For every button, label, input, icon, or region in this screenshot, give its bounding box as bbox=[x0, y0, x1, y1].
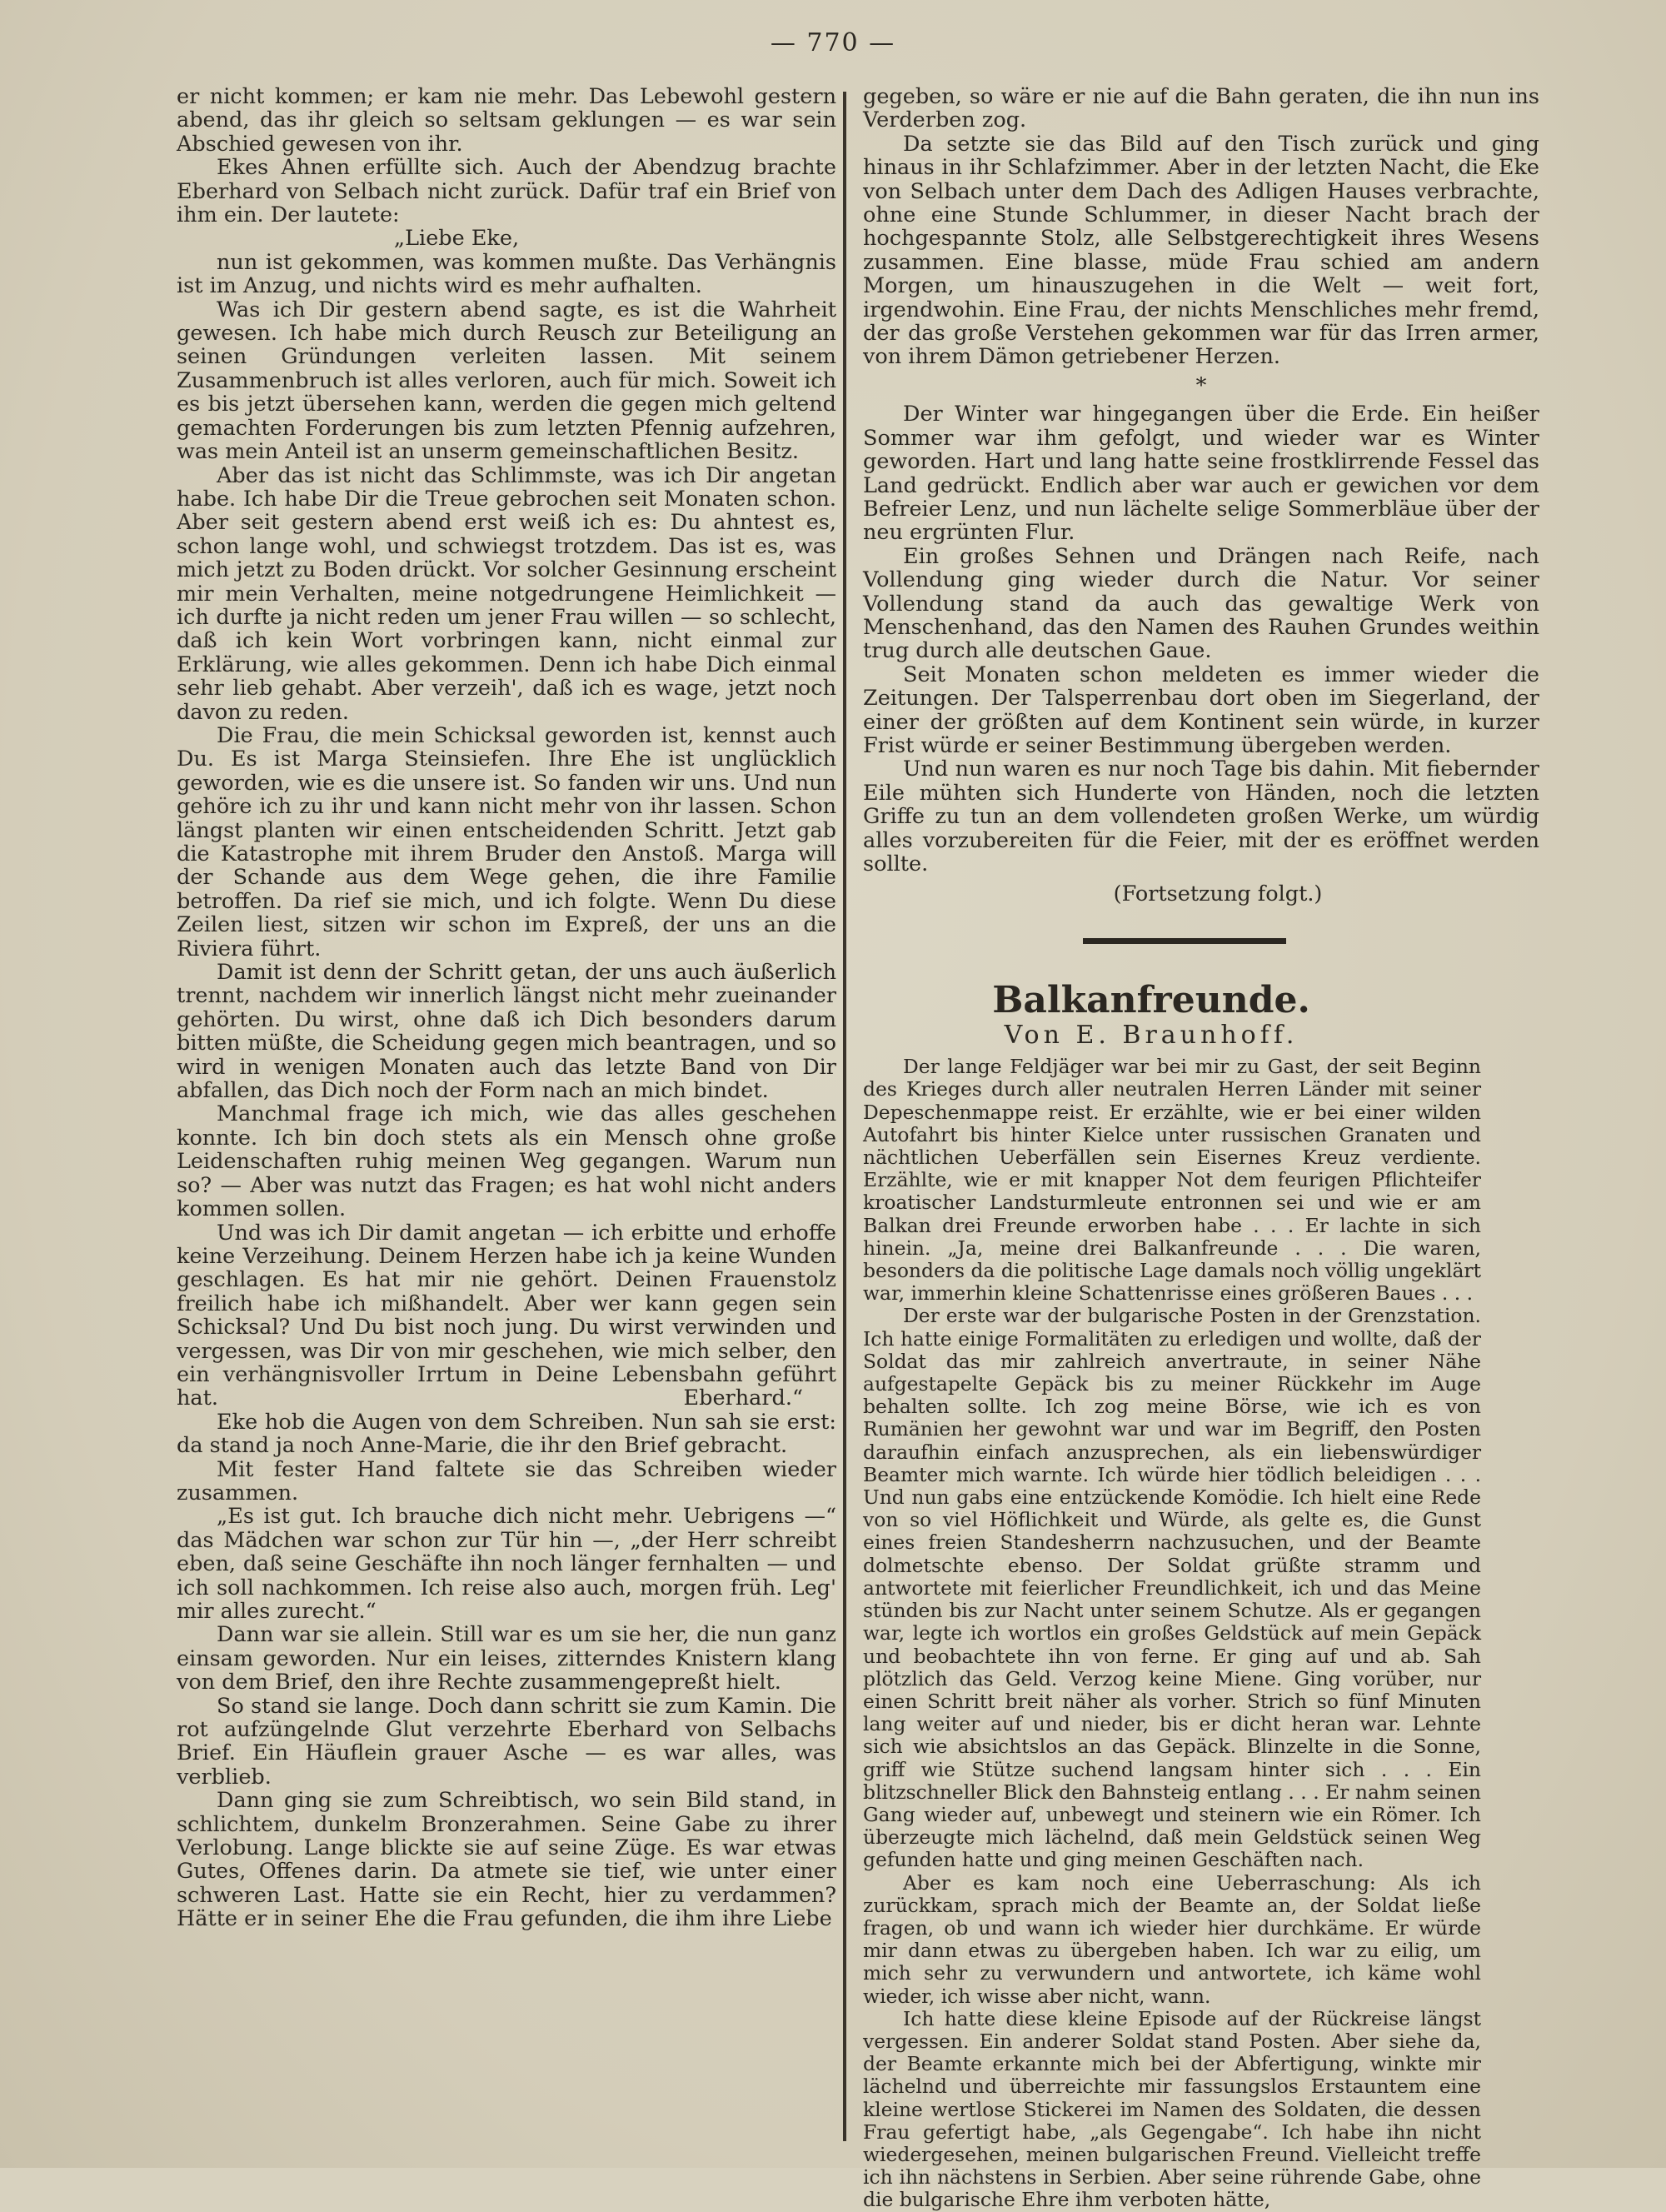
paragraph: So stand sie lange. Doch dann schritt sie zum Kamin. Die rot aufzüngelnde Glut verzehrte Eberhard von Selbachs Brief. Ein Häuflein grauer Asche — es war alles, was verblieb. bbox=[177, 1693, 836, 1790]
article-body bbox=[863, 1056, 1539, 2211]
section-rule bbox=[1083, 938, 1286, 944]
paragraph: Der erste war der bulgarische Posten in der Grenzstation. Ich hatte einige Formalitäten zu erledigen und wollte, daß der Soldat das mir zahlreich anvertraute, in seiner Nähe aufgestapelte Gepäck bis zu meiner Rückkehr im Auge behalten sollte. Ich zog meine Börse, wie ich es von Rumänien her gewohnt war und war im Begriff, den Posten daraufhin einfach anzusprechen, als ein liebenswürdiger Beamter mich warnte. Ich würde hier tödlich beleidigen . . . Und nun gabs eine entzückende Komödie. Ich hielt eine Rede von so viel Höflichkeit und Würde, als gelte es, die Gunst eines freien Standesherrn nachzusuchen, und der Beamte dolmetschte ebenso. Der Soldat grüßte stramm und antwortete mit feierlicher Freundlichkeit, ich und das Meine stünden bis zur Nacht unter seinem Schutze. Als er gegangen war, legte ich wortlos ein großes Geldstück auf mein Gepäck und beobachtete ihn von ferne. Er ging auf und ab. Sah plötzlich das Geld. Verzog keine Miene. Ging vorüber, nur einen Schritt breit näher als vorher. Strich so fünf Minuten lang weiter auf und nieder, bis er dicht heran war. Lehnte sich wie absichtslos an das Gepäck. Blinzelte in die Sonne, griff wie Stütze suchend langsam hinter sich . . . Ein blitzschneller Blick den Bahnsteig entlang . . . Er nahm seinen Gang wieder auf, unbewegt und steinern wie ein Römer. Ich überzeugte mich lächelnd, daß mein Geldstück seinen Weg gefunden hatte und ging meinen Geschäften nach. bbox=[863, 1304, 1481, 1872]
paragraph: nun ist gekommen, was kommen mußte. Das Verhängnis ist im Anzug, und nichts wird es mehr aufhalten. bbox=[177, 249, 836, 299]
paragraph-text: Und was ich Dir damit angetan — ich erbitte und erhoffe keine Verzeihung. Deinem Herzen habe ich ja keine Wunden geschlagen. Es hat mir nie gehört. Deinen Frauenstolz freilich habe ich mißhandelt. Aber wer kann gegen sein Schicksal? Und Du bist noch jung. Du wirst verwinden und vergessen, was Dir von mir geschehen, wie mich selber, den ein verhängnisvoller Irrtum in Deine Lebensbahn geführt hat. bbox=[177, 1220, 836, 1411]
article-title: Balkanfreunde. bbox=[992, 978, 1310, 1021]
section-break-asterisk: * bbox=[1195, 372, 1207, 398]
paragraph: er nicht kommen; er kam nie mehr. Das Lebewohl gestern abend, das ihr gleich so seltsam geklungen — es war sein Abschied gewesen von ihr. bbox=[177, 84, 836, 157]
paragraph: gegeben, so wäre er nie auf die Bahn geraten, die ihn nun ins Verderben zog. bbox=[863, 84, 1539, 133]
paragraph: Der lange Feldjäger war bei mir zu Gast, der seit Beginn des Krieges durch aller neutralen Herren Länder mit seiner Depeschenmappe reist. Er erzählte, wie er bei einer wilden Autofahrt bis hinter Kielce unter russischen Granaten und nächtlichen Ueberfällen sein Eisernes Kreuz verdiente. Erzählte, wie er mit knapper Not dem feurigen Pflichteifer kroatischer Landsturmleute entronnen sei und wie er am Balkan drei Freunde erworben habe . . . Er lachte in sich hinein. „Ja, meine drei Balkanfreunde . . . Die waren, besonders da die politische Lage damals noch völlig ungeklärt war, immerhin kleine Schattenrisse eines größeren Baues . . . bbox=[863, 1055, 1481, 1306]
paragraph: Damit ist denn der Schritt getan, der uns auch äußerlich trennt, nachdem wir innerlich längst nicht mehr zueinander gehörten. Du wirst, ohne daß ich Dich besonders darum bitten müßte, die Scheidung gegen mich beantragen, und so wird in wenigen Monaten auch das letzte Band von Dir abfallen, das Dich noch der Form nach an mich bindet. bbox=[177, 960, 836, 1104]
paragraph: Dann ging sie zum Schreibtisch, wo sein Bild stand, in schlichtem, dunkelm Bronzerahmen. Seine Gabe zu ihrer Verlobung. Lange blickte sie auf seine Züge. Es war etwas Gutes, Offenes darin. Da atmete sie tief, wie unter einer schweren Last. Hatte sie ein Recht, hier zu verdammen? Hätte er in seiner Ehe die Frau gefunden, die ihm ihre Liebe bbox=[177, 1788, 836, 1932]
paragraph: Ich hatte diese kleine Episode auf der Rückreise längst vergessen. Ein anderer Soldat stand Posten. Aber siehe da, der Beamte erkannte mich bei der Abfertigung, winkte mir lächelnd und überreichte mir fassungslos Erstauntem eine kleine wertlose Stickerei im Namen des Soldaten, die dessen Frau gefertigt habe, „als Gegengabe“. Ich habe ihn nicht wiedergesehen, meinen bulgarischen Freund. Vielleicht treffe ich ihn nächstens in Serbien. Aber seine rührende Gabe, ohne die bulgarische Ehre ihm verboten hätte, bbox=[863, 2006, 1481, 2212]
paragraph: Aber es kam noch eine Ueberraschung: Als ich zurückkam, sprach mich der Beamte an, der Soldat ließe fragen, ob und wann ich wieder hier durchkäme. Er würde mir dann etwas zu übergeben haben. Ich war zu eilig, um mich sehr zu verwundern und antwortete, ich käme wohl wieder, ich wisse aber nicht, wann. bbox=[863, 1870, 1481, 2008]
paragraph: Ein großes Sehnen und Drängen nach Reife, nach Vollendung ging wieder durch die Natur. Vor seiner Vollendung stand da auch das gewaltige Werk von Menschenhand, das den Namen des Rauhen Grundes weithin trug durch alle deutschen Gaue. bbox=[863, 543, 1539, 664]
paragraph: Dann war sie allein. Still war es um sie her, die nun ganz einsam geworden. Nur ein leises, zitterndes Knistern klang von dem Brief, den ihre Rechte zusammengepreßt hielt. bbox=[177, 1622, 836, 1695]
paragraph: Was ich Dir gestern abend sagte, es ist die Wahrheit gewesen. Ich habe mich durch Reusch zur Beteiligung an seinen Gründungen verleiten lassen. Mit seinem Zusammenbruch ist alles verloren, auch für mich. Soweit ich es bis jetzt übersehen kann, werden die gegen mich geltend gemachten Forderungen bis zum letzten Pfennig aufzehren, was mein Anteil ist an unserm gemeinschaftlichen Besitz. bbox=[177, 297, 836, 465]
left-column bbox=[177, 85, 836, 1931]
paragraph: Und nun waren es nur noch Tage bis dahin. Mit fiebernder Eile mühten sich Hunderte von Händen, noch die letzten Griffe zu tun an dem vollendeten großen Werke, um würdig alles vorzubereiten für die Feier, mit der es eröffnet werden sollte. bbox=[863, 756, 1539, 876]
page-number: — 770 — bbox=[770, 28, 896, 57]
paragraph: Eke hob die Augen von dem Schreiben. Nun sah sie erst: da stand ja noch Anne-Marie, die ihr den Brief gebracht. bbox=[177, 1409, 836, 1459]
paragraph: Aber das ist nicht das Schlimmste, was ich Dir angetan habe. Ich habe Dir die Treue gebrochen seit Monaten schon. Aber seit gestern abend erst weiß ich es: Du ahntest es, schon lange wohl, und schwiegst trotzdem. Das ist es, was mich jetzt zu Boden drückt. Vor solcher Gesinnung erscheint mir mein Verhalten, meine notgedrungene Heimlichkeit — ich durfte ja nicht reden um jener Frau willen — so schlecht, daß ich kein Wort vorbringen kann, nicht einmal zur Erklärung, wie alles gekommen. Denn ich habe Dich einmal sehr lieb gehabt. Aber verzeih', daß ich es wage, jetzt noch davon zu reden. bbox=[177, 462, 836, 725]
paragraph: Ekes Ahnen erfüllte sich. Auch der Abendzug brachte Eberhard von Selbach nicht zurück. Dafür traf ein Brief von ihm ein. Der lautete: bbox=[177, 155, 836, 228]
right-column bbox=[863, 85, 1539, 2212]
paragraph: „Es ist gut. Ich brauche dich nicht mehr. Uebrigens —“ das Mädchen war schon zur Tür hin —, „der Herr schreibt eben, daß seine Geschäfte ihn noch länger fernhalten — und ich soll nachkommen. Ich reise also auch, morgen früh. Leg' mir alles zurecht.“ bbox=[177, 1504, 836, 1624]
letter-signature: Eberhard.“ bbox=[683, 1386, 803, 1411]
paragraph: Da setzte sie das Bild auf den Tisch zurück und ging hinaus in ihr Schlafzimmer. Aber in der letzten Nacht, die Eke von Selbach unter dem Dach des Adligen Hauses verbrachte, ohne eine Stunde Schlummer, in dieser Nacht brach der hochgespannte Stolz, alle Selbstgerechtigkeit ihres Wesens zusammen. Eine blasse, müde Frau schied am andern Morgen, um hinauszugehen in die Welt — weit fort, irgendwohin. Eine Frau, der nichts Menschliches mehr fremd, der das große Verstehen gekommen war für das Irren armer, von ihrem Dämon getriebener Herzen. bbox=[863, 131, 1539, 370]
paragraph: Der Winter war hingegangen über die Erde. Ein heißer Sommer war ihm gefolgt, und wieder war es Winter geworden. Hart und lang hatte seine frostklirrende Fessel das Land gedrückt. Endlich aber war auch er gewichen vor dem Befreier Lenz, und nun lächelte selige Sommerbläue über der neu ergrünten Flur. bbox=[863, 402, 1539, 546]
continuation-note: (Fortsetzung folgt.) bbox=[1113, 881, 1323, 907]
paragraph: Seit Monaten schon meldeten es immer wieder die Zeitungen. Der Talsperrenbau dort oben im Siegerland, der einer der größten auf dem Kontinent sein würde, in kurzer Frist würde er seiner Bestimmung übergeben werden. bbox=[863, 662, 1539, 758]
article-byline: Von E. Braunhoff. bbox=[1004, 1020, 1299, 1050]
letter-salutation: „Liebe Eke, bbox=[393, 226, 520, 252]
paragraph: Die Frau, die mein Schicksal geworden ist, kennst auch Du. Es ist Marga Steinsiefen. Ihre Ehe ist unglücklich geworden, wie es die unsere ist. So fanden wir uns. Und nun gehöre ich zu ihr und kann nicht mehr von ihr lassen. Schon längst planten wir einen entscheidenden Schritt. Jetzt gab die Katastrophe mit ihrem Bruder den Anstoß. Marga will der Schande aus dem Wege gehen, die ihre Familie betroffen. Da rief sie mich, und ich folgte. Wenn Du diese Zeilen liest, sitzen wir schon im Expreß, der uns an die Riviera führt. bbox=[177, 722, 836, 961]
paragraph bbox=[177, 1221, 836, 1411]
paragraph: Mit fester Hand faltete sie das Schreiben wieder zusammen. bbox=[177, 1456, 836, 1505]
paragraph: Manchmal frage ich mich, wie das alles geschehen konnte. Ich bin doch stets als ein Mensch ohne große Leidenschaften ruhig meinen Weg gegangen. Warum nun so? — Aber was nutzt das Fragen; es hat wohl nicht anders kommen sollen. bbox=[177, 1101, 836, 1222]
column-divider bbox=[843, 92, 846, 2141]
